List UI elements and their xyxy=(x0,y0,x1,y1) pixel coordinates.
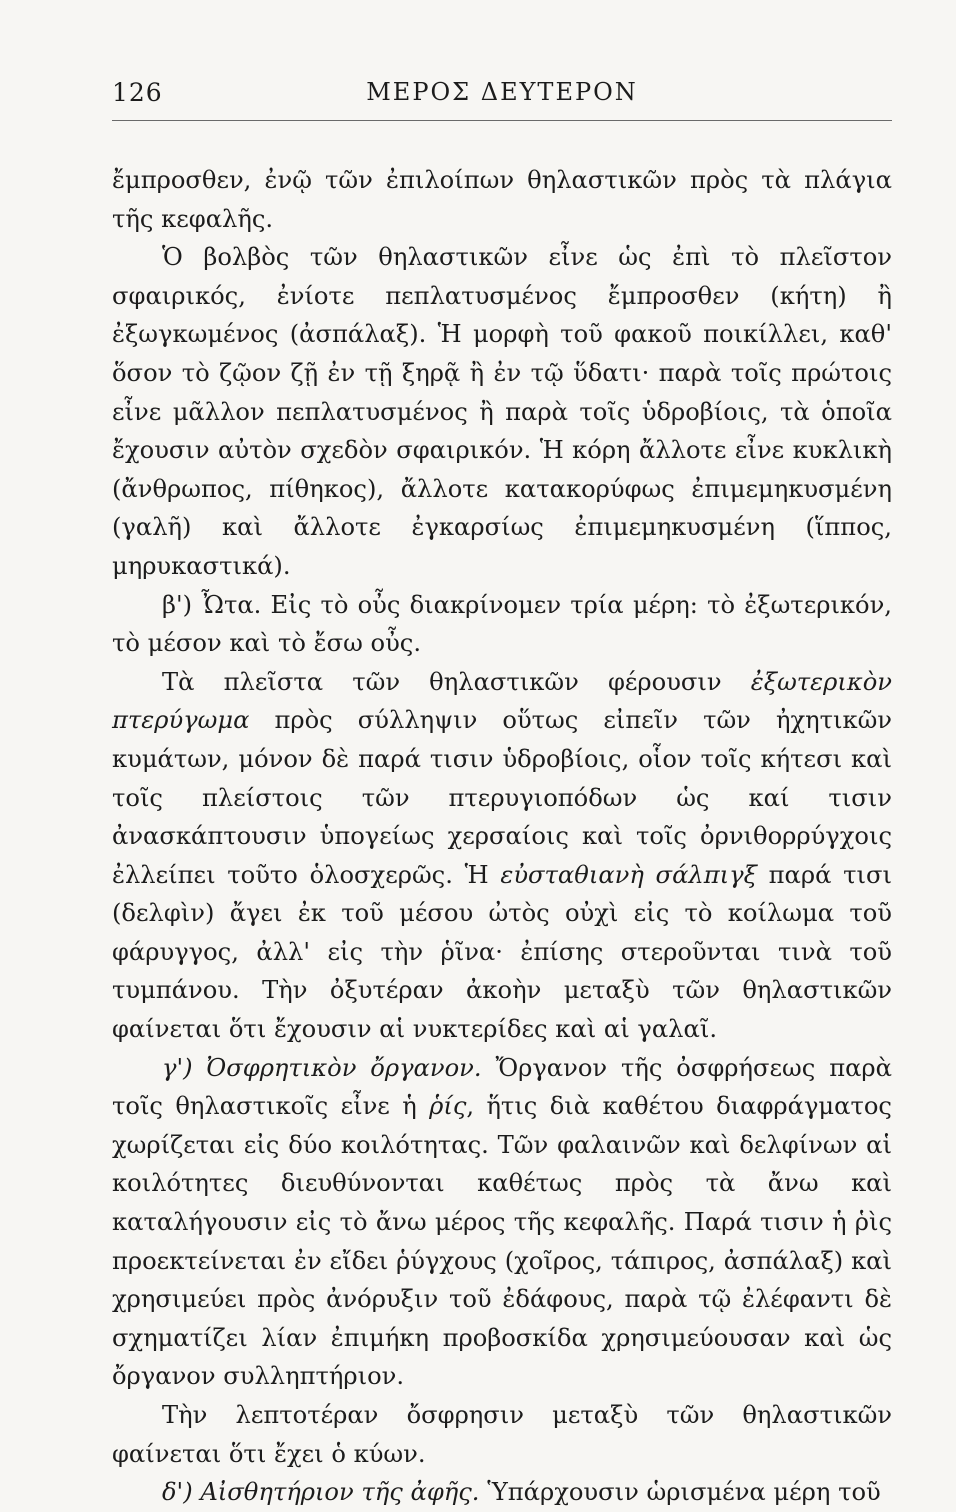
term-eustachian-tube: εὐσταθιανὴ σάλπιγξ xyxy=(500,860,757,889)
paragraph-1: ἔμπροσθεν, ἐνῷ τῶν ἐπιλοίπων θηλαστικῶν πρὸς τὰ πλάγια τῆς κεφαλῆς. xyxy=(112,166,892,233)
running-head xyxy=(112,78,892,121)
paragraph-5 xyxy=(112,1049,892,1396)
term-outer-ear: ἐξωτερικὸν πτερύγωμα xyxy=(112,667,892,735)
body-text xyxy=(112,161,892,1512)
paragraph-3-text: Εἰς τὸ οὖς διακρίνομεν τρία μέρη: τὸ ἐξωτερικόν, τὸ μέσον καὶ τὸ ἔσω οὖς. xyxy=(112,590,892,658)
paragraph-4 xyxy=(112,663,892,1049)
running-title: ΜΕΡΟΣ ΔΕΥΤΕΡΟΝ xyxy=(366,78,638,106)
section-label-touch: δ') Αἰσθητήριον τῆς ἀφῆς. xyxy=(162,1478,480,1507)
paragraph-7-text: Ὑπάρχουσιν ὡρισμένα μέρη τοῦ xyxy=(479,1478,881,1507)
paragraph-5-part-a: Ὄργανον τῆς ὀσφρήσεως παρὰ τοῖς θηλαστικοῖς εἶνε ἡ xyxy=(112,1053,892,1121)
paragraph-6: Τὴν λεπτοτέραν ὄσφρησιν μεταξὺ τῶν θηλαστικῶν φαίνεται ὅτι ἔχει ὁ κύων. xyxy=(112,1401,892,1468)
paragraph-4-part-c: παρά τισι (δελφὶν) ἄγει ἐκ τοῦ μέσου ὠτὸς οὐχὶ εἰς τὸ κοίλωμα τοῦ φάρυγγος, ἀλλ' εἰς τὴν ῥῖνα· ἐπίσης στεροῦνται τινὰ τοῦ τυμπάνου. Τὴν ὀξυτέραν ἀκοὴν μεταξὺ τῶν θηλαστικῶν φαίνεται ὅτι ἔχουσιν αἱ νυκτερίδες καὶ αἱ γαλαῖ. xyxy=(112,860,892,1044)
paragraph-7 xyxy=(112,1473,892,1512)
paragraph-4-part-a: Τὰ πλεῖστα τῶν θηλαστικῶν φέρουσιν xyxy=(162,667,751,696)
section-label-olfactory: γ') Ὀσφρητικὸν ὄργανον. xyxy=(162,1053,482,1082)
term-nose: ῥίς xyxy=(429,1092,467,1121)
paragraph-5-part-b: , ἥτις διὰ καθέτου διαφράγματος χωρίζεται εἰς δύο κοιλότητας. Τῶν φαλαινῶν καὶ δελφίνων αἱ κοιλότητες διευθύνονται καθέτως πρὸς τὰ ἄνω καὶ καταλήγουσιν εἰς τὸ ἄνω μέρος τῆς κεφαλῆς. Παρά τισιν ἡ ῥὶς προεκτείνεται ἐν εἴδει ῥύγχους (χοῖρος, τάπιρος, ἀσπάλαξ) καὶ χρησιμεύει πρὸς ἀνόρυξιν τοῦ ἐδάφους, παρὰ τῷ ἐλέφαντι δὲ σχηματίζει λίαν ἐπιμήκη προβοσκίδα χρησιμεύουσαν καὶ ὡς ὄργανον συλληπτήριον. xyxy=(112,1092,892,1391)
section-label-ota: β') Ὦτα. xyxy=(162,590,262,619)
paragraph-2: Ὁ βολβὸς τῶν θηλαστικῶν εἶνε ὡς ἐπὶ τὸ πλεῖστον σφαιρικός, ἐνίοτε πεπλατυσμένος ἔμπροσθεν (κήτη) ἢ ἐξωγκωμένος (ἀσπάλαξ). Ἡ μορφὴ τοῦ φακοῦ ποικίλλει, καθ' ὅσον τὸ ζῷον ζῇ ἐν τῇ ξηρᾷ ἢ ἐν τῷ ὕδατι· παρὰ τοῖς πρώτοις εἶνε μᾶλλον πεπλατυσμένος ἢ παρὰ τοῖς ὑδροβίοις, τὰ ὁποῖα ἔχουσιν αὐτὸν σχεδὸν σφαιρικόν. Ἡ κόρη ἄλλοτε εἶνε κυκλικὴ (ἄνθρωπος, πίθηκος), ἄλλοτε κατακορύφως ἐπιμεμηκυσμένη (γαλῆ) καὶ ἄλλοτε ἐγκαρσίως ἐπιμεμηκυσμένη (ἵππος, μηρυκαστικά). xyxy=(112,243,892,580)
paragraph-3 xyxy=(112,586,892,663)
paragraph-4-part-b: πρὸς σύλληψιν οὕτως εἰπεῖν τῶν ἠχητικῶν κυμάτων, μόνον δὲ παρά τισιν ὑδροβίοις, οἷον τοῖς κήτεσι καὶ τοῖς πλείστοις τῶν πτερυγιοπόδων ὡς καί τισιν ἀνασκάπτουσιν ὑπογείως χερσαίοις καὶ τοῖς ὀρνιθορρύγχοις ἐλλείπει τοῦτο ὁλοσχερῶς. Ἡ xyxy=(112,706,892,889)
page-number: 126 xyxy=(112,78,163,107)
